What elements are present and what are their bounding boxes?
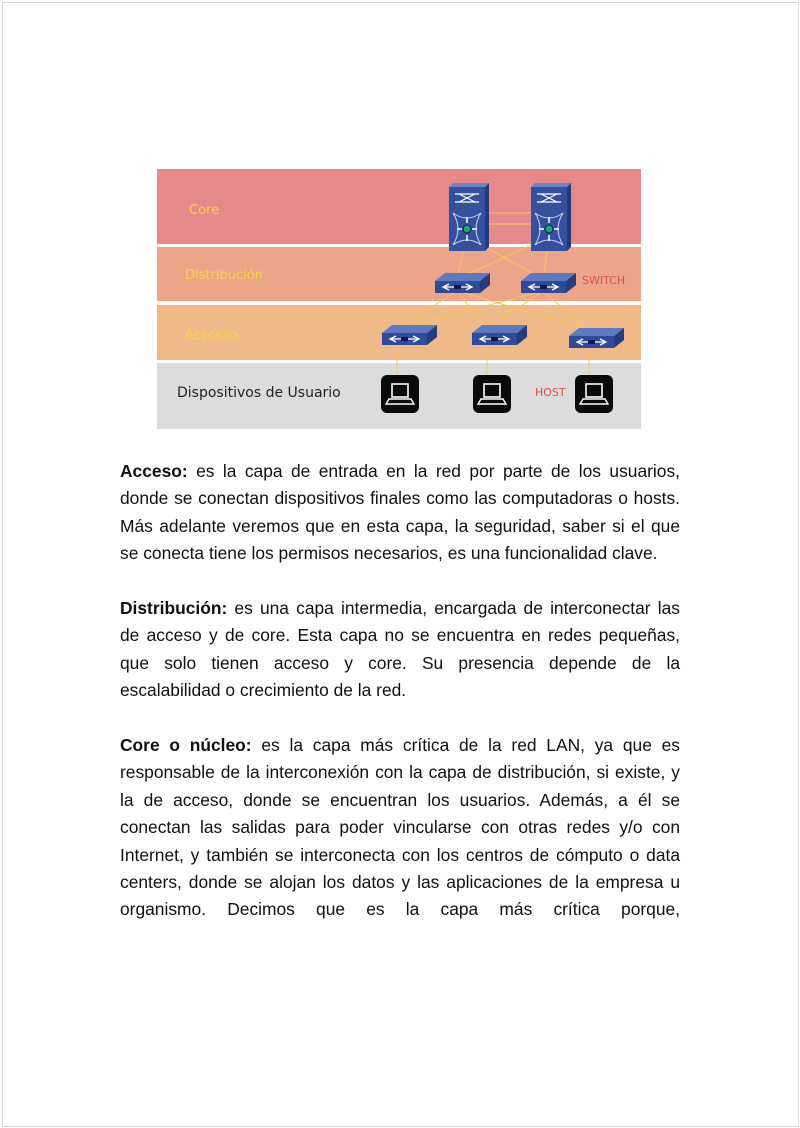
layer-label-core: Core (189, 203, 220, 218)
host-laptop-icon (575, 375, 613, 413)
access-switch-icon (472, 325, 527, 345)
access-switch-icon (382, 325, 437, 345)
switch-annotation: SWITCH (582, 274, 626, 287)
host-laptop-icon (473, 375, 511, 413)
paragraph-distribucion: Distribución: es una capa intermedia, encargada de interconectar las de acceso y de core. Esta capa no se encuentra en redes pequeñas, que solo tienen acceso y core. Su presencia depende de la escalabilidad o crecimiento de la red. (120, 598, 680, 701)
host-laptop-icon (381, 375, 419, 413)
layer-label-access: Accceso (185, 328, 238, 343)
paragraph-core: Core o núcleo: es la capa más crítica de la red LAN, ya que es responsable de la interconexión con la capa de distribución, si existe, y la de acceso, donde se encuentran los usuarios. Además, a él se conectan las salidas para poder vincularse con otras redes y/o con Internet, y también se interconecta con los centros de cómputo o data centers, donde se alojan los datos y las aplicaciones de la empresa u organismo. Decimos que es la capa más crítica porque, (120, 735, 680, 920)
distribution-switch-icon (521, 273, 576, 293)
core-switch-icon (449, 183, 489, 251)
core-switch-icon (531, 183, 571, 251)
host-annotation: HOST (535, 386, 566, 399)
layer-label-distribution: Distribución (185, 268, 263, 283)
access-switch-icon (569, 328, 624, 348)
term-distribucion: Distribución: (120, 598, 228, 619)
network-layers-diagram (157, 169, 641, 429)
distribution-switch-icon (435, 273, 490, 293)
document-body (120, 458, 680, 951)
term-acceso: Acceso: (120, 461, 188, 481)
layer-label-devices: Dispositivos de Usuario (177, 385, 341, 401)
paragraph-acceso: Acceso: es la capa de entrada en la red por parte de los usuarios, donde se conectan dispositivos finales como las computadoras o hosts. Más adelante veremos que en esta capa, la seguridad, saber si el que se conecta tiene los permisos necesarios, es una funcionalidad clave. (120, 461, 680, 564)
term-core: Core o núcleo: (120, 735, 252, 756)
